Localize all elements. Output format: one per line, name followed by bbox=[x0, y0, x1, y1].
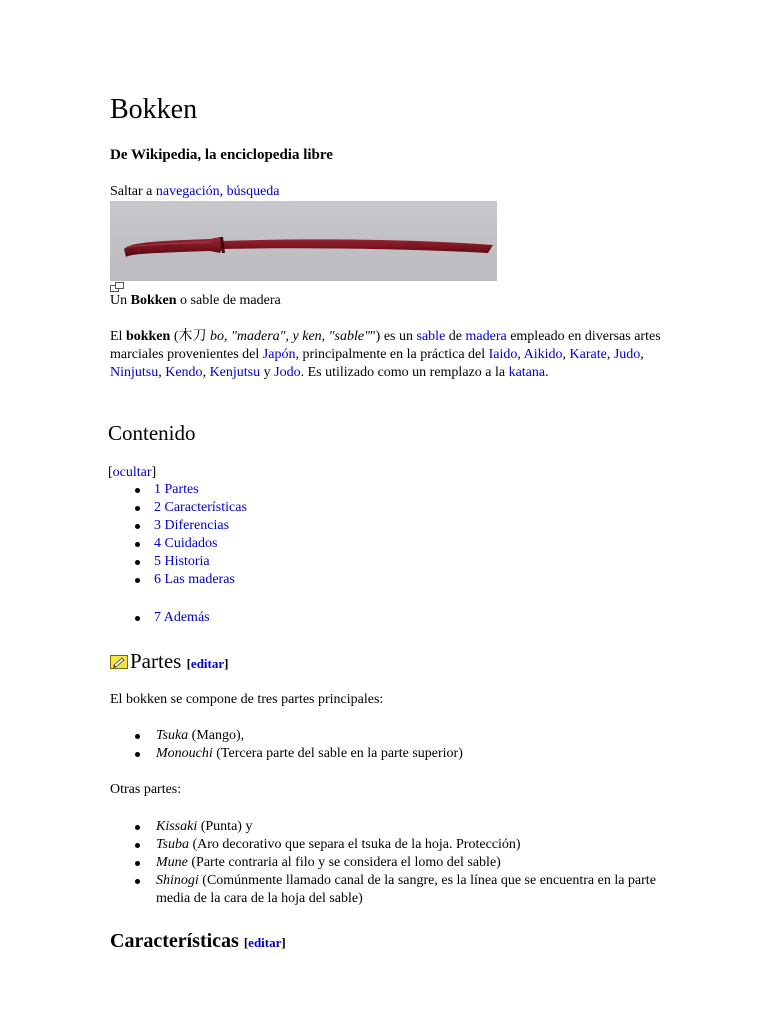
desc: (Tercera parte del sable en la parte superior) bbox=[212, 746, 463, 761]
caption-pre: Un bbox=[110, 293, 131, 308]
intro-text: ") es un bbox=[369, 329, 417, 344]
list-item bbox=[110, 872, 670, 908]
caption-bold: Bokken bbox=[130, 293, 177, 308]
intro-text: de bbox=[445, 329, 466, 344]
toc-link[interactable]: 5 Historia bbox=[154, 554, 210, 569]
jump-prefix: Saltar a bbox=[110, 184, 156, 199]
toc-link[interactable]: 1 Partes bbox=[154, 482, 199, 497]
link-iaido[interactable]: Iaido bbox=[488, 347, 518, 362]
section-title: Partes bbox=[130, 649, 182, 673]
section-edit-icon bbox=[110, 655, 128, 669]
term: Tsuka bbox=[156, 728, 189, 743]
toc-item bbox=[110, 517, 247, 535]
toc-heading: Contenido bbox=[108, 421, 196, 445]
enlarge-icon[interactable] bbox=[110, 282, 124, 292]
intro-comma: , bbox=[562, 347, 570, 362]
intro-comma: , bbox=[517, 347, 524, 362]
jump-links bbox=[110, 183, 280, 201]
section-heading-caracteristicas bbox=[110, 928, 286, 956]
bokken-photo[interactable] bbox=[110, 201, 497, 281]
section-title: Características bbox=[110, 930, 239, 952]
intro-text: empleado en diversas artes marciales provenientes del bbox=[110, 329, 661, 362]
page-subtitle: De Wikipedia, la enciclopedia libre bbox=[110, 147, 333, 163]
section-edit bbox=[244, 935, 286, 950]
edit-link[interactable]: editar bbox=[190, 656, 225, 671]
link-jodo[interactable]: Jodo bbox=[274, 365, 301, 380]
toc-bracket: ] bbox=[151, 465, 157, 480]
edit-bracket: ] bbox=[224, 656, 229, 671]
partes-main-list bbox=[110, 727, 463, 763]
toc-link[interactable]: 6 Las maderas bbox=[154, 572, 235, 587]
edit-bracket: [ bbox=[243, 935, 249, 950]
desc: (Parte contraria al filo y se considera el lomo del sable) bbox=[187, 855, 501, 870]
desc: (Aro decorativo que separa el tsuka de la hoja. Protección) bbox=[188, 837, 521, 852]
toc-item bbox=[110, 553, 247, 571]
toc-item bbox=[110, 609, 210, 627]
edit-link[interactable]: editar bbox=[248, 935, 282, 950]
section-edit bbox=[187, 656, 229, 671]
toc-link[interactable]: 4 Cuidados bbox=[154, 536, 218, 551]
edit-bracket: [ bbox=[186, 656, 191, 671]
toc-item bbox=[110, 499, 247, 517]
desc: (Punta) y bbox=[197, 819, 253, 834]
term: Mune bbox=[156, 855, 188, 870]
edit-bracket: ] bbox=[281, 935, 286, 950]
toc-item bbox=[110, 481, 247, 499]
link-kendo[interactable]: Kendo bbox=[165, 365, 203, 380]
intro-comma: , bbox=[606, 347, 614, 362]
partes-other-list bbox=[110, 818, 670, 908]
section-heading-partes bbox=[110, 648, 228, 677]
page-title: Bokken bbox=[110, 94, 198, 125]
toc-item bbox=[110, 571, 247, 589]
intro-text: ( bbox=[170, 329, 179, 344]
caption-post: o sable de madera bbox=[176, 293, 281, 308]
intro-paragraph bbox=[110, 328, 670, 382]
bokken-illustration bbox=[110, 201, 497, 281]
link-japon[interactable]: Japón bbox=[262, 347, 296, 362]
link-madera[interactable]: madera bbox=[465, 329, 507, 344]
intro-text: El bbox=[110, 329, 126, 344]
toc-item bbox=[110, 535, 247, 553]
toc-link[interactable]: 3 Diferencias bbox=[154, 518, 230, 533]
intro-comma: , bbox=[202, 365, 210, 380]
jump-search-link[interactable]: búsqueda bbox=[226, 184, 280, 199]
toc-list-extra bbox=[110, 609, 210, 627]
jump-navigation-link[interactable]: navegación bbox=[155, 184, 220, 199]
intro-comma: , bbox=[158, 365, 166, 380]
toc-bracket: [ bbox=[108, 465, 113, 480]
link-judo[interactable]: Judo bbox=[613, 347, 641, 362]
term: Monouchi bbox=[156, 746, 213, 761]
intro-gloss: bo, "madera", y ken, "sable" bbox=[206, 329, 370, 344]
toc-link[interactable]: 2 Características bbox=[154, 500, 247, 515]
toc-toggle bbox=[108, 464, 156, 482]
intro-comma: , bbox=[640, 347, 644, 362]
term: Shinogi bbox=[156, 873, 199, 888]
intro-text: . bbox=[545, 365, 549, 380]
link-ninjutsu[interactable]: Ninjutsu bbox=[110, 365, 159, 380]
toc-list bbox=[110, 481, 247, 589]
intro-term: bokken bbox=[125, 329, 171, 344]
toc-link[interactable]: 7 Además bbox=[154, 610, 210, 625]
link-kenjutsu[interactable]: Kenjutsu bbox=[209, 365, 261, 380]
partes-intro: El bokken se compone de tres partes principales: bbox=[110, 692, 384, 707]
link-katana[interactable]: katana bbox=[508, 365, 546, 380]
image-caption bbox=[110, 292, 281, 310]
list-item bbox=[110, 727, 463, 745]
intro-kanji: 木刀 bbox=[178, 329, 207, 344]
link-sable[interactable]: sable bbox=[416, 329, 446, 344]
link-aikido[interactable]: Aikido bbox=[523, 347, 563, 362]
link-karate[interactable]: Karate bbox=[569, 347, 607, 362]
list-item bbox=[110, 854, 670, 872]
intro-text: y bbox=[260, 365, 275, 380]
desc: (Mango), bbox=[188, 728, 245, 743]
list-item bbox=[110, 836, 670, 854]
term: Kissaki bbox=[156, 819, 198, 834]
jump-separator: , bbox=[219, 184, 227, 199]
other-parts-label: Otras partes: bbox=[110, 782, 182, 797]
intro-text: . Es utilizado como un remplazo a la bbox=[300, 365, 509, 380]
term: Tsuba bbox=[156, 837, 189, 852]
intro-text: , principalmente en la práctica del bbox=[295, 347, 489, 362]
list-item bbox=[110, 745, 463, 763]
toc-hide-link[interactable]: ocultar bbox=[112, 465, 152, 480]
desc: (Comúnmente llamado canal de la sangre, es la línea que se encuentra en la parte media de la cara de la hoja del sable) bbox=[156, 873, 656, 906]
list-item bbox=[110, 818, 670, 836]
